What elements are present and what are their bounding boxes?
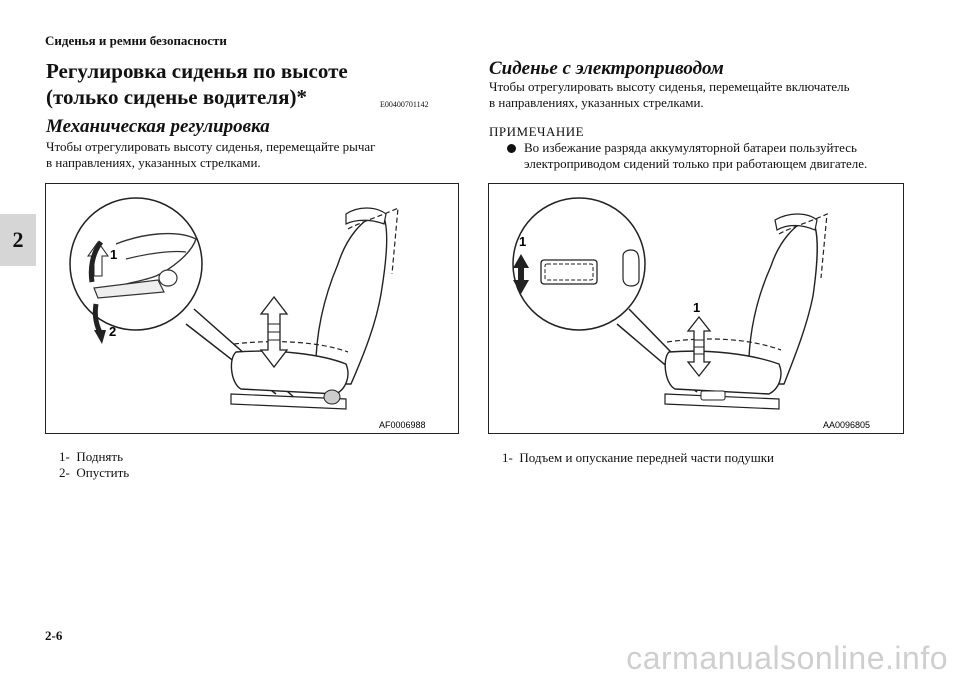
electric-legend — [502, 450, 774, 466]
section-code: E00400701142 — [380, 100, 429, 109]
electric-seat-illustration — [489, 184, 903, 433]
page-number: 2-6 — [45, 628, 63, 643]
legend-text: Подъем и опускание передней части подушки — [519, 450, 775, 465]
manual-callout-2: 2 — [109, 324, 117, 339]
note-label: ПРИМЕЧАНИЕ — [489, 124, 585, 139]
section-title-line2: (только сиденье водителя)* — [46, 85, 307, 109]
note-bullet — [507, 140, 907, 172]
recline-switch — [623, 250, 639, 286]
manual-text — [46, 139, 456, 171]
legend-item — [59, 449, 129, 465]
manual-heading: Механическая регулировка — [46, 116, 270, 137]
running-header: Сиденья и ремни безопасности — [45, 33, 227, 48]
manual-callout-1: 1 — [110, 247, 118, 262]
electric-figure-code: AA0096805 — [823, 420, 871, 430]
manual-seat-figure — [45, 183, 459, 434]
manual-figure-code: AF0006988 — [379, 420, 426, 430]
electric-callout-1a: 1 — [519, 234, 527, 249]
electric-text-line1: Чтобы отрегулировать высоту сиденья, перемещайте включатель — [489, 79, 850, 94]
electric-seat-figure — [488, 183, 904, 434]
manual-text-line2: в направлениях, указанных стрелками. — [46, 155, 261, 170]
legend-item — [59, 465, 129, 481]
chapter-tab: 2 — [0, 214, 36, 266]
bullet-icon — [507, 144, 516, 153]
electric-text-line2: в направлениях, указанных стрелками. — [489, 95, 704, 110]
manual-seat-illustration — [46, 184, 458, 433]
legend-num: 1- — [59, 449, 70, 464]
manual-legend — [59, 449, 129, 481]
manual-text-line1: Чтобы отрегулировать высоту сиденья, перемещайте рычаг — [46, 139, 376, 154]
legend-num: 2- — [59, 465, 70, 480]
electric-heading: Сиденье с электроприводом — [489, 58, 724, 79]
legend-text: Поднять — [76, 449, 124, 464]
section-title-line1: Регулировка сиденья по высоте — [46, 59, 348, 83]
legend-text: Опустить — [76, 465, 130, 480]
note-line2: электроприводом сидений только при работающем двигателе. — [524, 156, 868, 171]
electric-callout-1b: 1 — [693, 300, 701, 315]
legend-num: 1- — [502, 450, 513, 465]
electric-text — [489, 79, 909, 111]
watermark: carmanualsonline.info — [626, 640, 948, 676]
note-line1: Во избежание разряда аккумуляторной батареи пользуйтесь — [524, 140, 857, 155]
legend-item — [502, 450, 774, 466]
